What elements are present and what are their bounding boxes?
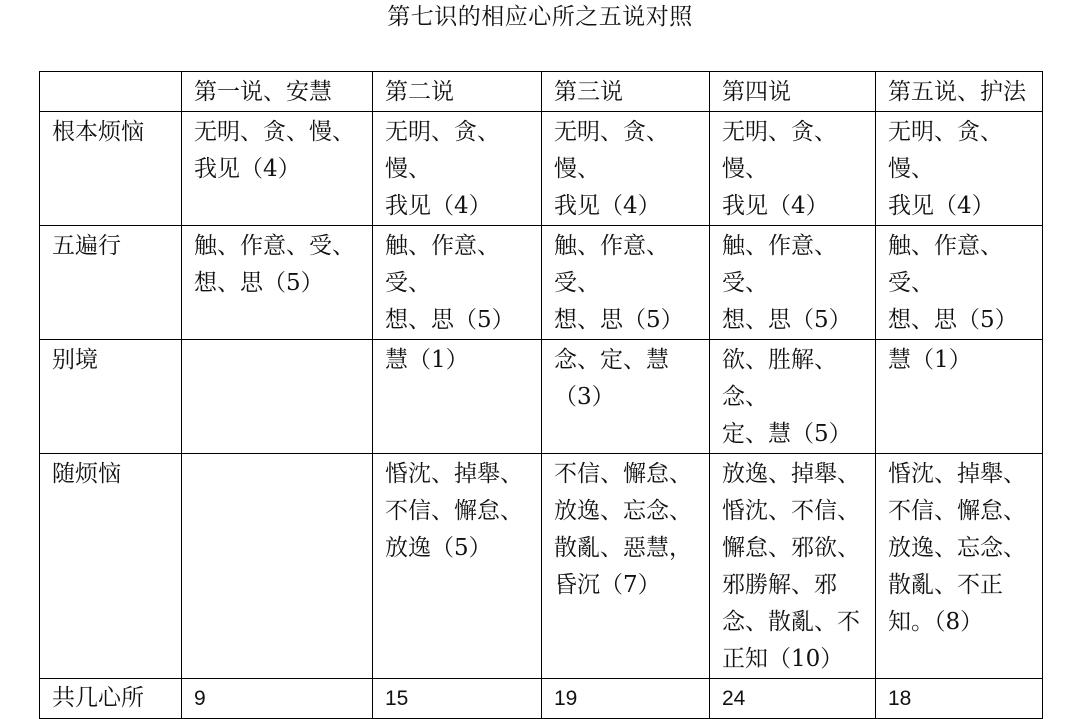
table-cell: 欲、胜解、念、 定、慧（5） xyxy=(710,340,876,454)
table-cell: 慧（1） xyxy=(373,340,542,454)
total-cell: 15 xyxy=(373,679,542,719)
total-cell: 24 xyxy=(710,679,876,719)
row-label: 别境 xyxy=(40,340,182,454)
header-cell-view-2: 第二说 xyxy=(373,72,542,112)
table-cell: 无明、贪、慢、 我见（4） xyxy=(182,112,373,226)
table-cell: 触、作意、受、 想、思（5） xyxy=(182,226,373,340)
table-cell: 触、作意、受、 想、思（5） xyxy=(876,226,1043,340)
table-cell: 无明、贪、慢、 我见（4） xyxy=(876,112,1043,226)
row-object-specific xyxy=(40,340,1043,454)
total-cell: 9 xyxy=(182,679,373,719)
table-cell xyxy=(182,454,373,679)
table-cell: 无明、贪、慢、 我见（4） xyxy=(710,112,876,226)
row-root-afflictions xyxy=(40,112,1043,226)
row-secondary-afflictions xyxy=(40,454,1043,679)
row-label: 共几心所 xyxy=(40,679,182,719)
header-cell-view-4: 第四说 xyxy=(710,72,876,112)
comparison-table xyxy=(39,71,1043,719)
table-cell: 放逸、掉舉、 惛沈、不信、 懈怠、邪欲、 邪勝解、邪 念、散亂、不 正知（10） xyxy=(710,454,876,679)
table-cell: 惛沈、掉舉、 不信、懈怠、 放逸（5） xyxy=(373,454,542,679)
table-cell xyxy=(182,340,373,454)
total-cell: 19 xyxy=(542,679,710,719)
header-cell-corner xyxy=(40,72,182,112)
header-cell-view-5: 第五说、护法 xyxy=(876,72,1043,112)
table-cell: 惛沈、掉舉、 不信、懈怠、 放逸、忘念、 散亂、不正 知。（8） xyxy=(876,454,1043,679)
row-total xyxy=(40,679,1043,719)
row-label: 随烦恼 xyxy=(40,454,182,679)
row-label: 五遍行 xyxy=(40,226,182,340)
row-label: 根本烦恼 xyxy=(40,112,182,226)
page-title: 第七识的相应心所之五说对照 xyxy=(387,4,693,30)
total-cell: 18 xyxy=(876,679,1043,719)
table-cell: 念、定、慧（3） xyxy=(542,340,710,454)
table-cell: 无明、贪、慢、 我见（4） xyxy=(373,112,542,226)
table-cell: 触、作意、受、 想、思（5） xyxy=(542,226,710,340)
header-row xyxy=(40,72,1043,112)
table-cell: 无明、贪、慢、 我见（4） xyxy=(542,112,710,226)
table-cell: 触、作意、受、 想、思（5） xyxy=(373,226,542,340)
table-cell: 不信、懈怠、 放逸、忘念、 散亂、惡慧， 昏沉（7） xyxy=(542,454,710,679)
table-cell: 慧（1） xyxy=(876,340,1043,454)
table-cell: 触、作意、受、 想、思（5） xyxy=(710,226,876,340)
header-cell-view-3: 第三说 xyxy=(542,72,710,112)
row-five-universals xyxy=(40,226,1043,340)
header-cell-view-1: 第一说、安慧 xyxy=(182,72,373,112)
